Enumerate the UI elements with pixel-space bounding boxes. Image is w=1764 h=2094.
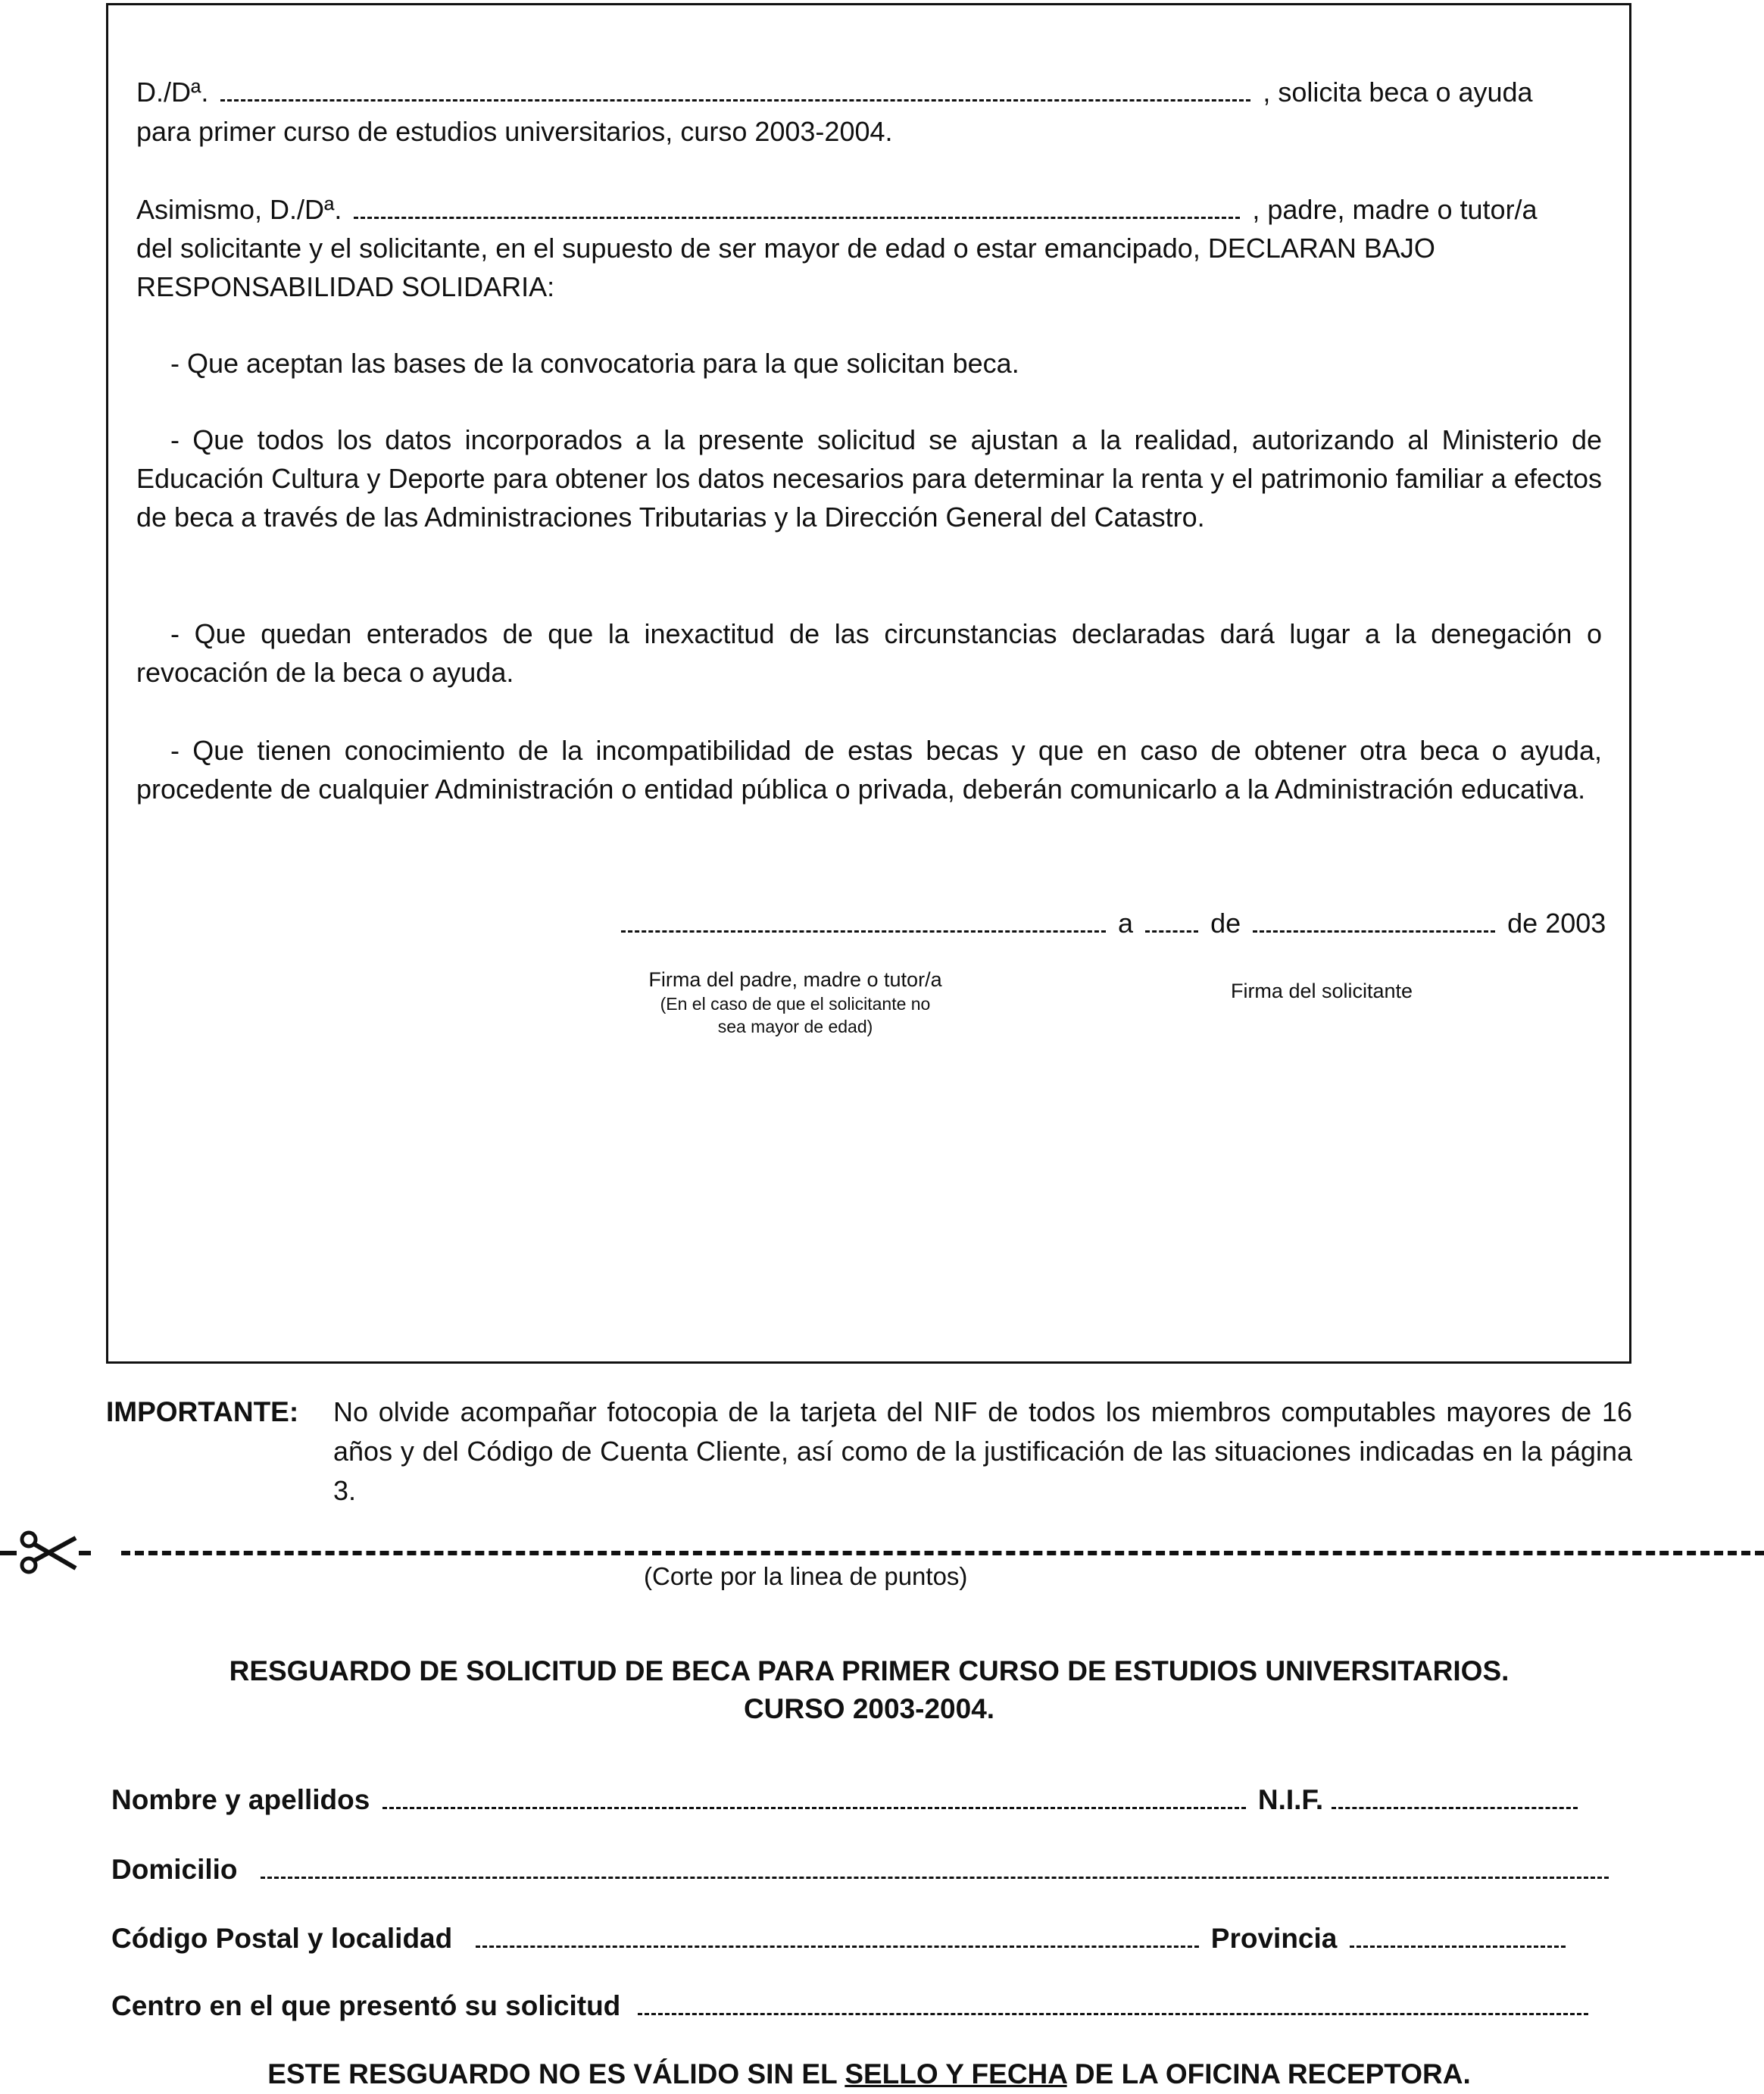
important-text: No olvide acompañar fotocopia de la tarjeta del NIF de todos los miembros computables mayores de 16 años y del Código de Cuenta Cliente, así como de la justificación de las situaciones indicadas en la página 3. bbox=[333, 1396, 1632, 1506]
name-label: Nombre y apellidos bbox=[111, 1784, 370, 1815]
postal-label: Código Postal y localidad bbox=[111, 1923, 453, 1954]
guardian-name-blank[interactable] bbox=[354, 217, 1240, 219]
declaration-3: - Que quedan enterados de que la inexactitud de las circunstancias declaradas dará lugar a la denegación o revocación de la beca o ayuda. bbox=[136, 618, 1602, 688]
guardian-line bbox=[136, 190, 1538, 230]
parent-signature-caption bbox=[606, 967, 985, 1038]
date-line bbox=[621, 904, 1606, 943]
place-blank[interactable] bbox=[621, 930, 1106, 933]
declaration-4: - Que tienen conocimiento de la incompatibilidad de estas becas y que en caso de obtener otra beca o ayuda, procedente de cualquier Administración o entidad pública o privada, deberán comunicarlo a la Administración educativa. bbox=[136, 735, 1602, 805]
name-blank[interactable] bbox=[382, 1807, 1246, 1809]
postal-blank[interactable] bbox=[476, 1946, 1199, 1948]
center-blank[interactable] bbox=[638, 2013, 1588, 2015]
date-de: de bbox=[1210, 908, 1241, 939]
receipt-title: RESGUARDO DE SOLICITUD DE BECA PARA PRIMER CURSO DE ESTUDIOS UNIVERSITARIOS. bbox=[229, 1655, 1510, 1686]
declaration-1: - Que aceptan las bases de la convocatoria para la que solicitan beca. bbox=[170, 348, 1019, 379]
receipt-course: CURSO 2003-2004. bbox=[743, 1693, 995, 1724]
course-line: para primer curso de estudios universitarios, curso 2003-2004. bbox=[136, 116, 893, 147]
day-blank[interactable] bbox=[1145, 930, 1198, 933]
province-blank[interactable] bbox=[1350, 1946, 1566, 1948]
parent-signature-note-1: (En el caso de que el solicitante no bbox=[660, 994, 931, 1014]
footer-pre: ESTE RESGUARDO NO ES VÁLIDO SIN EL bbox=[267, 2058, 838, 2089]
important-label: IMPORTANTE: bbox=[106, 1396, 299, 1427]
month-blank[interactable] bbox=[1253, 930, 1495, 933]
date-year: de 2003 bbox=[1507, 908, 1606, 939]
province-label: Provincia bbox=[1210, 1923, 1338, 1954]
center-row bbox=[111, 1986, 1593, 2026]
center-label: Centro en el que presentó su solicitud bbox=[111, 1990, 621, 2021]
applicant-signature-caption: Firma del solicitante bbox=[1230, 980, 1413, 1002]
address-row bbox=[111, 1850, 1613, 1889]
parent-signature-note-2: sea mayor de edad) bbox=[717, 1017, 873, 1036]
footer-stamp-date: SELLO Y FECHA bbox=[845, 2058, 1067, 2089]
name-row bbox=[111, 1780, 1582, 1820]
applicant-prefix: D./Dª. bbox=[136, 77, 209, 108]
declaration-2: - Que todos los datos incorporados a la presente solicitud se ajustan a la realidad, autorizando al Ministerio de Educación Cultura y Deporte para obtener los datos necesarios para determinar la renta y el patrimonio familiar a efectos de beca a través de las Administraciones Tributarias y la Dirección General del Catastro. bbox=[136, 424, 1602, 533]
responsibility-line: RESPONSABILIDAD SOLIDARIA: bbox=[136, 271, 555, 302]
cut-dotted-line bbox=[121, 1551, 1764, 1555]
applicant-suffix: , solicita beca o ayuda bbox=[1263, 77, 1533, 108]
cut-caption: (Corte por la linea de puntos) bbox=[644, 1562, 968, 1590]
nif-label: N.I.F. bbox=[1257, 1784, 1324, 1815]
nif-blank[interactable] bbox=[1332, 1807, 1578, 1809]
address-label: Domicilio bbox=[111, 1854, 238, 1885]
declare-line: del solicitante y el solicitante, en el supuesto de ser mayor de edad o estar emancipado, DECLARAN BAJO bbox=[136, 233, 1435, 264]
footer-post: DE LA OFICINA RECEPTORA. bbox=[1074, 2058, 1471, 2089]
postal-row bbox=[111, 1919, 1570, 1958]
applicant-name-blank[interactable] bbox=[220, 99, 1250, 102]
scissors-icon bbox=[0, 1529, 91, 1574]
guardian-suffix: , padre, madre o tutor/a bbox=[1252, 194, 1538, 225]
parent-signature-label: Firma del padre, madre o tutor/a bbox=[648, 968, 942, 991]
receipt-footer bbox=[106, 2055, 1632, 2094]
date-a: a bbox=[1118, 908, 1134, 939]
applicant-line bbox=[136, 73, 1533, 112]
guardian-prefix: Asimismo, D./Dª. bbox=[136, 194, 342, 225]
address-blank[interactable] bbox=[261, 1877, 1609, 1879]
